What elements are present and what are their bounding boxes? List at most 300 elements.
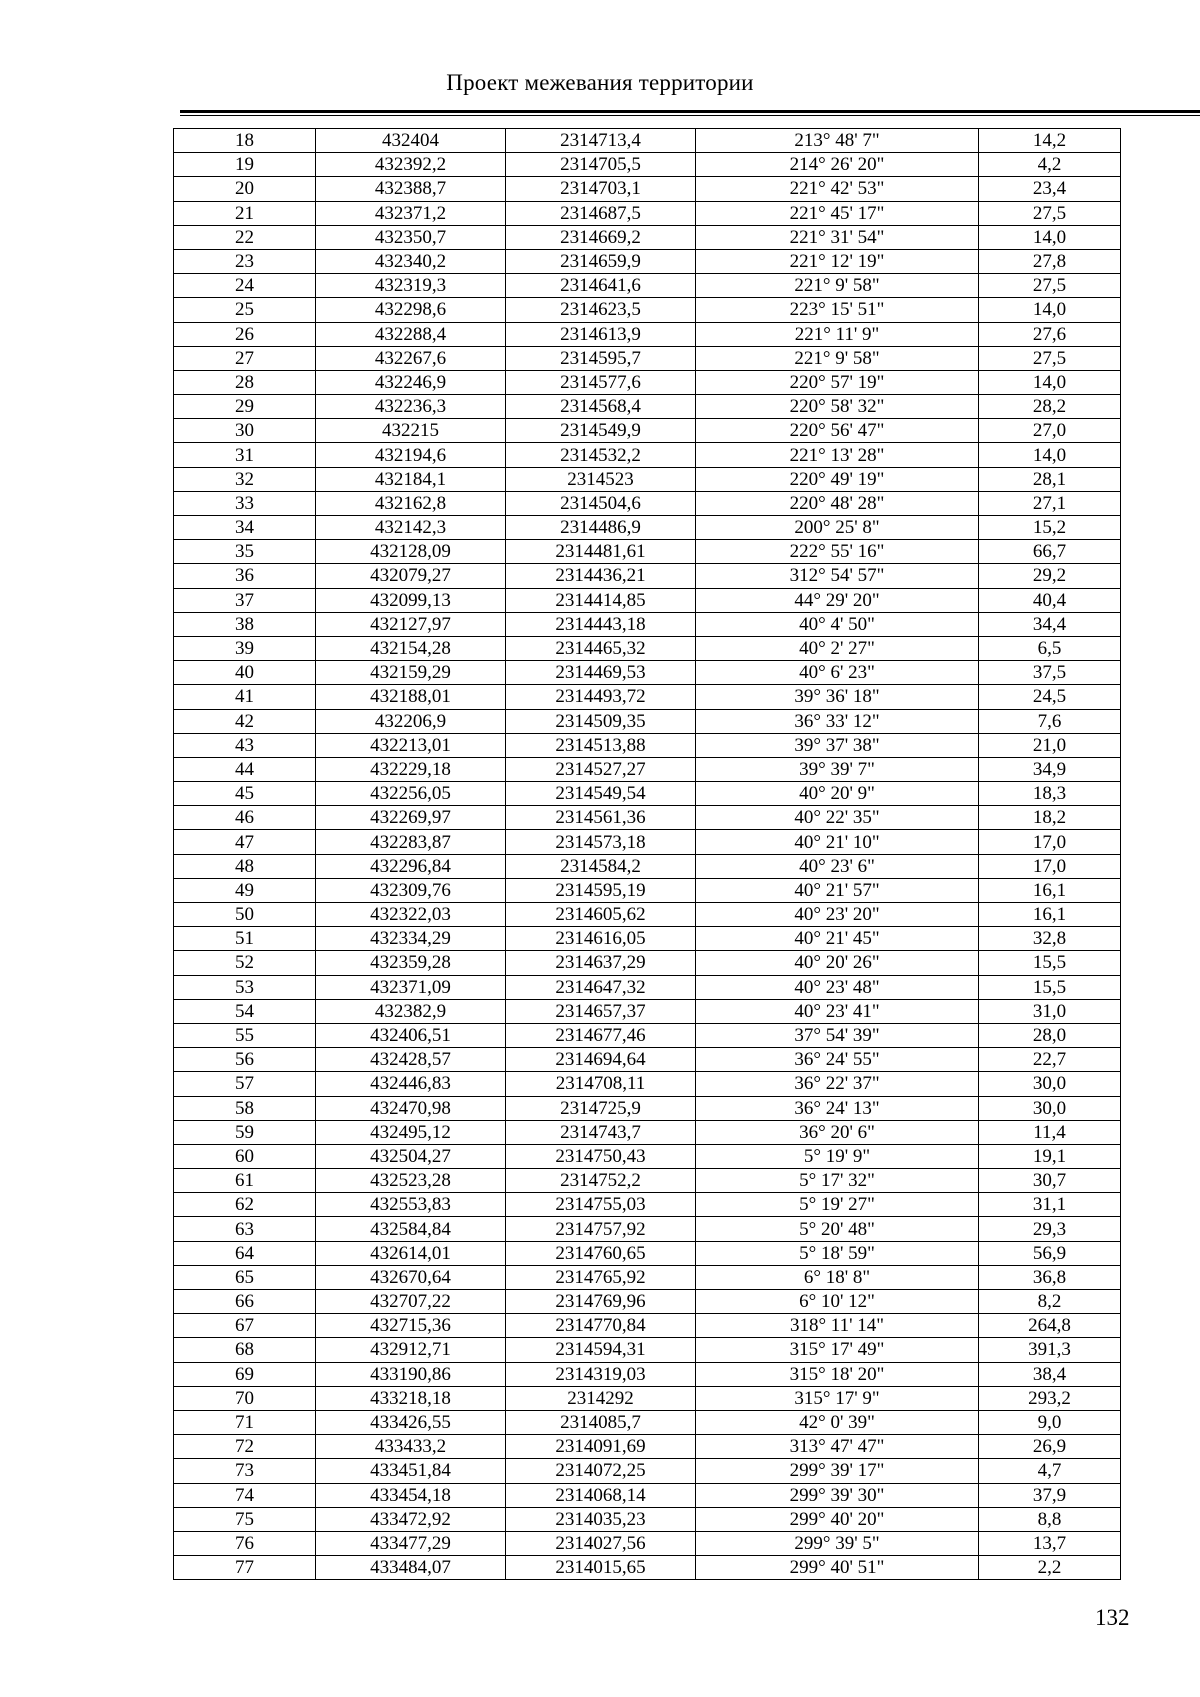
point-number-cell: 34 [174,516,316,540]
length-cell: 21,0 [979,733,1121,757]
direction-angle-cell: 315° 17' 49" [696,1338,979,1362]
direction-angle-cell: 221° 9' 58" [696,346,979,370]
length-cell: 27,5 [979,274,1121,298]
x-coordinate-cell: 433433,2 [316,1435,506,1459]
table-row [174,419,1121,443]
y-coordinate-cell: 2314568,4 [506,395,696,419]
y-coordinate-cell: 2314486,9 [506,516,696,540]
length-cell: 15,5 [979,975,1121,999]
table-row [174,878,1121,902]
page-title: Проект межевания территории [446,70,754,95]
length-cell: 27,5 [979,201,1121,225]
table-row [174,1386,1121,1410]
length-cell: 29,2 [979,564,1121,588]
table-row [174,395,1121,419]
y-coordinate-cell: 2314091,69 [506,1435,696,1459]
table-row [174,951,1121,975]
point-number-cell: 73 [174,1459,316,1483]
direction-angle-cell: 40° 21' 10" [696,830,979,854]
point-number-cell: 23 [174,249,316,273]
direction-angle-cell: 221° 9' 58" [696,274,979,298]
direction-angle-cell: 40° 23' 6" [696,854,979,878]
x-coordinate-cell: 432246,9 [316,370,506,394]
y-coordinate-cell: 2314072,25 [506,1459,696,1483]
table-row [174,467,1121,491]
x-coordinate-cell: 432288,4 [316,322,506,346]
length-cell: 14,0 [979,443,1121,467]
y-coordinate-cell: 2314015,65 [506,1556,696,1580]
direction-angle-cell: 36° 20' 6" [696,1120,979,1144]
direction-angle-cell: 42° 0' 39" [696,1410,979,1434]
length-cell: 18,3 [979,782,1121,806]
direction-angle-cell: 6° 18' 8" [696,1265,979,1289]
point-number-cell: 28 [174,370,316,394]
x-coordinate-cell: 432256,05 [316,782,506,806]
table-row [174,903,1121,927]
direction-angle-cell: 221° 11' 9" [696,322,979,346]
y-coordinate-cell: 2314752,2 [506,1169,696,1193]
table-row [174,1144,1121,1168]
direction-angle-cell: 220° 56' 47" [696,419,979,443]
x-coordinate-cell: 432340,2 [316,249,506,273]
point-number-cell: 35 [174,540,316,564]
point-number-cell: 70 [174,1386,316,1410]
direction-angle-cell: 315° 17' 9" [696,1386,979,1410]
table-row [174,249,1121,273]
table-row [174,346,1121,370]
y-coordinate-cell: 2314436,21 [506,564,696,588]
direction-angle-cell: 39° 39' 7" [696,757,979,781]
y-coordinate-cell: 2314584,2 [506,854,696,878]
point-number-cell: 57 [174,1072,316,1096]
point-number-cell: 47 [174,830,316,854]
point-number-cell: 19 [174,153,316,177]
y-coordinate-cell: 2314577,6 [506,370,696,394]
direction-angle-cell: 200° 25' 8" [696,516,979,540]
direction-angle-cell: 299° 40' 51" [696,1556,979,1580]
table-row [174,709,1121,733]
length-cell: 56,9 [979,1241,1121,1265]
x-coordinate-cell: 432715,36 [316,1314,506,1338]
y-coordinate-cell: 2314641,6 [506,274,696,298]
x-coordinate-cell: 432267,6 [316,346,506,370]
direction-angle-cell: 299° 39' 30" [696,1483,979,1507]
direction-angle-cell: 221° 42' 53" [696,177,979,201]
x-coordinate-cell: 432406,51 [316,1023,506,1047]
x-coordinate-cell: 432309,76 [316,878,506,902]
x-coordinate-cell: 433426,55 [316,1410,506,1434]
direction-angle-cell: 36° 24' 13" [696,1096,979,1120]
x-coordinate-cell: 432388,7 [316,177,506,201]
y-coordinate-cell: 2314757,92 [506,1217,696,1241]
y-coordinate-cell: 2314623,5 [506,298,696,322]
length-cell: 16,1 [979,903,1121,927]
x-coordinate-cell: 432322,03 [316,903,506,927]
length-cell: 24,5 [979,685,1121,709]
y-coordinate-cell: 2314595,7 [506,346,696,370]
length-cell: 17,0 [979,854,1121,878]
table-row [174,177,1121,201]
length-cell: 31,1 [979,1193,1121,1217]
table-row [174,322,1121,346]
y-coordinate-cell: 2314035,23 [506,1507,696,1531]
point-number-cell: 60 [174,1144,316,1168]
direction-angle-cell: 39° 36' 18" [696,685,979,709]
table-row [174,1459,1121,1483]
direction-angle-cell: 221° 31' 54" [696,225,979,249]
point-number-cell: 50 [174,903,316,927]
direction-angle-cell: 40° 21' 45" [696,927,979,951]
table-row [174,1410,1121,1434]
length-cell: 6,5 [979,636,1121,660]
x-coordinate-cell: 432079,27 [316,564,506,588]
point-number-cell: 46 [174,806,316,830]
direction-angle-cell: 39° 37' 38" [696,733,979,757]
length-cell: 14,0 [979,370,1121,394]
x-coordinate-cell: 432382,9 [316,999,506,1023]
direction-angle-cell: 36° 24' 55" [696,1048,979,1072]
y-coordinate-cell: 2314561,36 [506,806,696,830]
direction-angle-cell: 220° 49' 19" [696,467,979,491]
y-coordinate-cell: 2314760,65 [506,1241,696,1265]
y-coordinate-cell: 2314637,29 [506,951,696,975]
length-cell: 30,0 [979,1096,1121,1120]
x-coordinate-cell: 432350,7 [316,225,506,249]
point-number-cell: 48 [174,854,316,878]
y-coordinate-cell: 2314703,1 [506,177,696,201]
point-number-cell: 44 [174,757,316,781]
table-row [174,588,1121,612]
length-cell: 31,0 [979,999,1121,1023]
direction-angle-cell: 313° 47' 47" [696,1435,979,1459]
x-coordinate-cell: 432188,01 [316,685,506,709]
table-row [174,1217,1121,1241]
x-coordinate-cell: 432298,6 [316,298,506,322]
point-number-cell: 77 [174,1556,316,1580]
length-cell: 9,0 [979,1410,1121,1434]
length-cell: 34,4 [979,612,1121,636]
y-coordinate-cell: 2314292 [506,1386,696,1410]
table-row [174,757,1121,781]
y-coordinate-cell: 2314605,62 [506,903,696,927]
direction-angle-cell: 220° 58' 32" [696,395,979,419]
point-number-cell: 51 [174,927,316,951]
length-cell: 32,8 [979,927,1121,951]
length-cell: 15,2 [979,516,1121,540]
y-coordinate-cell: 2314414,85 [506,588,696,612]
length-cell: 37,5 [979,661,1121,685]
y-coordinate-cell: 2314068,14 [506,1483,696,1507]
x-coordinate-cell: 432142,3 [316,516,506,540]
length-cell: 2,2 [979,1556,1121,1580]
x-coordinate-cell: 432614,01 [316,1241,506,1265]
length-cell: 28,0 [979,1023,1121,1047]
table-row [174,1556,1121,1580]
y-coordinate-cell: 2314659,9 [506,249,696,273]
y-coordinate-cell: 2314755,03 [506,1193,696,1217]
direction-angle-cell: 312° 54' 57" [696,564,979,588]
point-number-cell: 71 [174,1410,316,1434]
header-rule-thin [180,115,1200,116]
point-number-cell: 37 [174,588,316,612]
point-number-cell: 61 [174,1169,316,1193]
direction-angle-cell: 220° 57' 19" [696,370,979,394]
direction-angle-cell: 318° 11' 14" [696,1314,979,1338]
x-coordinate-cell: 432283,87 [316,830,506,854]
direction-angle-cell: 40° 23' 48" [696,975,979,999]
length-cell: 293,2 [979,1386,1121,1410]
point-number-cell: 67 [174,1314,316,1338]
x-coordinate-cell: 432392,2 [316,153,506,177]
point-number-cell: 66 [174,1290,316,1314]
table-row [174,1120,1121,1144]
y-coordinate-cell: 2314527,27 [506,757,696,781]
coordinates-table-body [174,129,1121,1580]
length-cell: 14,2 [979,129,1121,153]
table-row [174,274,1121,298]
y-coordinate-cell: 2314657,37 [506,999,696,1023]
length-cell: 4,7 [979,1459,1121,1483]
length-cell: 22,7 [979,1048,1121,1072]
table-row [174,1048,1121,1072]
x-coordinate-cell: 433451,84 [316,1459,506,1483]
length-cell: 26,9 [979,1435,1121,1459]
y-coordinate-cell: 2314616,05 [506,927,696,951]
x-coordinate-cell: 433484,07 [316,1556,506,1580]
point-number-cell: 26 [174,322,316,346]
point-number-cell: 65 [174,1265,316,1289]
y-coordinate-cell: 2314085,7 [506,1410,696,1434]
y-coordinate-cell: 2314705,5 [506,153,696,177]
length-cell: 27,8 [979,249,1121,273]
direction-angle-cell: 220° 48' 28" [696,491,979,515]
point-number-cell: 38 [174,612,316,636]
y-coordinate-cell: 2314549,54 [506,782,696,806]
y-coordinate-cell: 2314465,32 [506,636,696,660]
table-row [174,1265,1121,1289]
direction-angle-cell: 299° 39' 17" [696,1459,979,1483]
point-number-cell: 56 [174,1048,316,1072]
x-coordinate-cell: 432371,09 [316,975,506,999]
point-number-cell: 59 [174,1120,316,1144]
x-coordinate-cell: 432553,83 [316,1193,506,1217]
point-number-cell: 64 [174,1241,316,1265]
direction-angle-cell: 299° 40' 20" [696,1507,979,1531]
direction-angle-cell: 221° 13' 28" [696,443,979,467]
direction-angle-cell: 5° 19' 9" [696,1144,979,1168]
table-row [174,1314,1121,1338]
length-cell: 391,3 [979,1338,1121,1362]
x-coordinate-cell: 432504,27 [316,1144,506,1168]
point-number-cell: 42 [174,709,316,733]
table-row [174,564,1121,588]
table-row [174,854,1121,878]
x-coordinate-cell: 432154,28 [316,636,506,660]
point-number-cell: 53 [174,975,316,999]
length-cell: 38,4 [979,1362,1121,1386]
point-number-cell: 75 [174,1507,316,1531]
x-coordinate-cell: 432128,09 [316,540,506,564]
table-row [174,516,1121,540]
length-cell: 30,7 [979,1169,1121,1193]
point-number-cell: 72 [174,1435,316,1459]
y-coordinate-cell: 2314770,84 [506,1314,696,1338]
x-coordinate-cell: 432194,6 [316,443,506,467]
table-row [174,975,1121,999]
x-coordinate-cell: 433190,86 [316,1362,506,1386]
point-number-cell: 55 [174,1023,316,1047]
point-number-cell: 32 [174,467,316,491]
x-coordinate-cell: 432099,13 [316,588,506,612]
length-cell: 14,0 [979,298,1121,322]
x-coordinate-cell: 432206,9 [316,709,506,733]
direction-angle-cell: 40° 4' 50" [696,612,979,636]
table-row [174,1362,1121,1386]
length-cell: 40,4 [979,588,1121,612]
point-number-cell: 45 [174,782,316,806]
table-row [174,298,1121,322]
point-number-cell: 58 [174,1096,316,1120]
y-coordinate-cell: 2314513,88 [506,733,696,757]
header-rule [180,110,1200,113]
y-coordinate-cell: 2314549,9 [506,419,696,443]
x-coordinate-cell: 432446,83 [316,1072,506,1096]
point-number-cell: 18 [174,129,316,153]
table-row [174,661,1121,685]
y-coordinate-cell: 2314469,53 [506,661,696,685]
y-coordinate-cell: 2314743,7 [506,1120,696,1144]
x-coordinate-cell: 432670,64 [316,1265,506,1289]
point-number-cell: 29 [174,395,316,419]
x-coordinate-cell: 432359,28 [316,951,506,975]
table-row [174,1435,1121,1459]
table-row [174,1023,1121,1047]
direction-angle-cell: 40° 22' 35" [696,806,979,830]
point-number-cell: 40 [174,661,316,685]
y-coordinate-cell: 2314595,19 [506,878,696,902]
x-coordinate-cell: 432428,57 [316,1048,506,1072]
direction-angle-cell: 40° 20' 26" [696,951,979,975]
table-row [174,370,1121,394]
length-cell: 17,0 [979,830,1121,854]
direction-angle-cell: 315° 18' 20" [696,1362,979,1386]
table-row [174,1072,1121,1096]
point-number-cell: 54 [174,999,316,1023]
length-cell: 28,2 [979,395,1121,419]
length-cell: 264,8 [979,1314,1121,1338]
y-coordinate-cell: 2314319,03 [506,1362,696,1386]
length-cell: 37,9 [979,1483,1121,1507]
point-number-cell: 68 [174,1338,316,1362]
length-cell: 4,2 [979,153,1121,177]
page-number: 132 [1095,1605,1130,1630]
length-cell: 27,5 [979,346,1121,370]
length-cell: 7,6 [979,709,1121,733]
x-coordinate-cell: 432707,22 [316,1290,506,1314]
table-row [174,806,1121,830]
point-number-cell: 33 [174,491,316,515]
direction-angle-cell: 44° 29' 20" [696,588,979,612]
y-coordinate-cell: 2314573,18 [506,830,696,854]
point-number-cell: 74 [174,1483,316,1507]
y-coordinate-cell: 2314594,31 [506,1338,696,1362]
table-row [174,733,1121,757]
length-cell: 66,7 [979,540,1121,564]
point-number-cell: 30 [174,419,316,443]
length-cell: 23,4 [979,177,1121,201]
x-coordinate-cell: 432184,1 [316,467,506,491]
point-number-cell: 76 [174,1531,316,1555]
length-cell: 30,0 [979,1072,1121,1096]
x-coordinate-cell: 432213,01 [316,733,506,757]
table-row [174,1290,1121,1314]
direction-angle-cell: 40° 21' 57" [696,878,979,902]
table-row [174,1193,1121,1217]
table-row [174,540,1121,564]
y-coordinate-cell: 2314504,6 [506,491,696,515]
y-coordinate-cell: 2314694,64 [506,1048,696,1072]
y-coordinate-cell: 2314509,35 [506,709,696,733]
table-row [174,1338,1121,1362]
table-row [174,1531,1121,1555]
x-coordinate-cell: 433477,29 [316,1531,506,1555]
y-coordinate-cell: 2314769,96 [506,1290,696,1314]
length-cell: 15,5 [979,951,1121,975]
point-number-cell: 24 [174,274,316,298]
y-coordinate-cell: 2314677,46 [506,1023,696,1047]
direction-angle-cell: 5° 18' 59" [696,1241,979,1265]
length-cell: 27,6 [979,322,1121,346]
point-number-cell: 20 [174,177,316,201]
table-row [174,201,1121,225]
x-coordinate-cell: 432269,97 [316,806,506,830]
x-coordinate-cell: 432523,28 [316,1169,506,1193]
x-coordinate-cell: 432236,3 [316,395,506,419]
length-cell: 28,1 [979,467,1121,491]
point-number-cell: 69 [174,1362,316,1386]
direction-angle-cell: 5° 17' 32" [696,1169,979,1193]
length-cell: 34,9 [979,757,1121,781]
table-row [174,153,1121,177]
table-row [174,612,1121,636]
direction-angle-cell: 40° 23' 20" [696,903,979,927]
x-coordinate-cell: 433472,92 [316,1507,506,1531]
point-number-cell: 21 [174,201,316,225]
point-number-cell: 31 [174,443,316,467]
x-coordinate-cell: 432296,84 [316,854,506,878]
coordinates-table [173,128,1121,1580]
direction-angle-cell: 40° 23' 41" [696,999,979,1023]
direction-angle-cell: 40° 2' 27" [696,636,979,660]
y-coordinate-cell: 2314481,61 [506,540,696,564]
table-row [174,830,1121,854]
point-number-cell: 52 [174,951,316,975]
x-coordinate-cell: 432215 [316,419,506,443]
point-number-cell: 36 [174,564,316,588]
length-cell: 16,1 [979,878,1121,902]
length-cell: 29,3 [979,1217,1121,1241]
y-coordinate-cell: 2314613,9 [506,322,696,346]
point-number-cell: 41 [174,685,316,709]
direction-angle-cell: 40° 6' 23" [696,661,979,685]
length-cell: 11,4 [979,1120,1121,1144]
point-number-cell: 39 [174,636,316,660]
x-coordinate-cell: 432334,29 [316,927,506,951]
length-cell: 27,1 [979,491,1121,515]
table-row [174,782,1121,806]
table-row [174,927,1121,951]
table-row [174,1483,1121,1507]
